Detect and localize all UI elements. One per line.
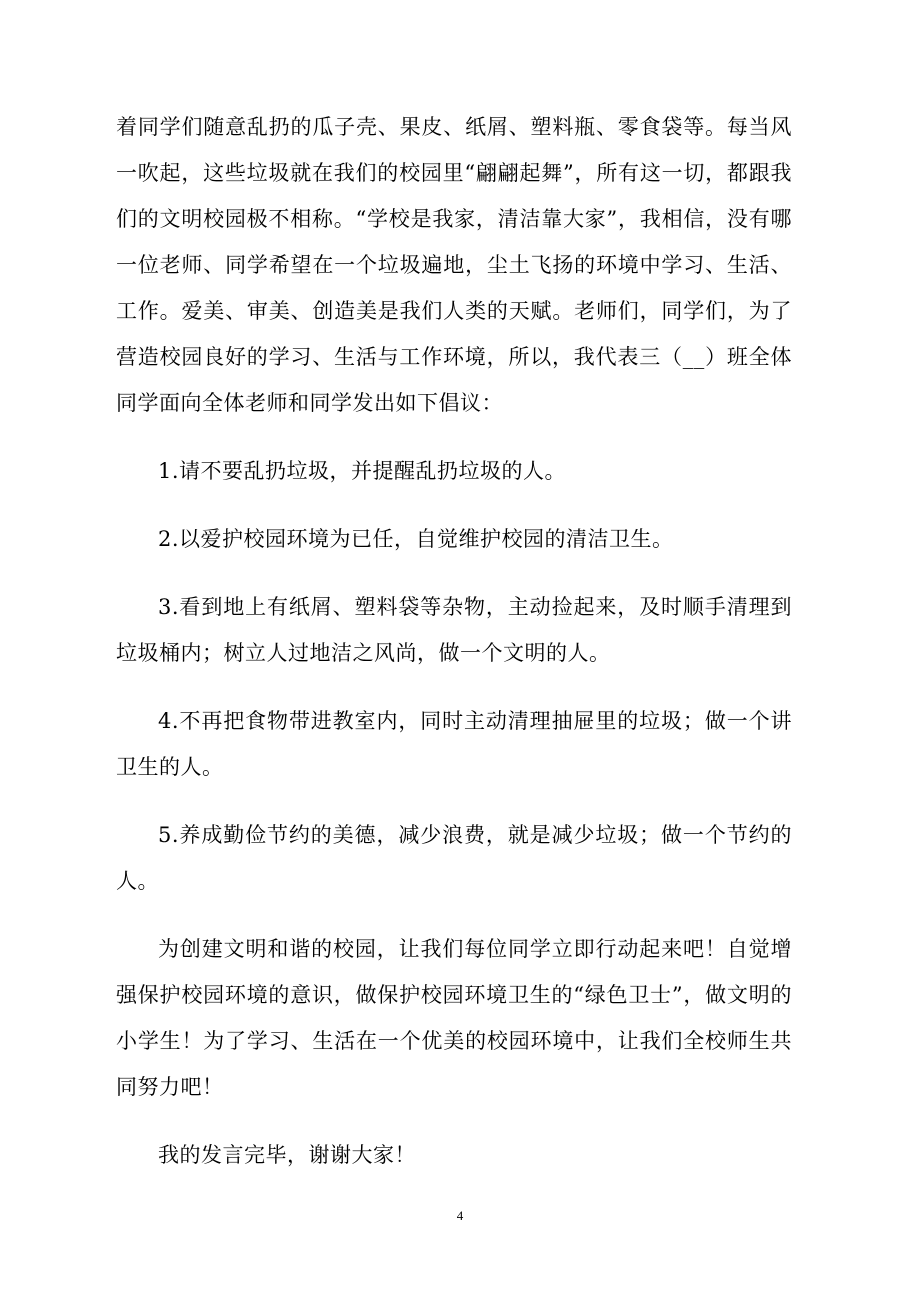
paragraph-continued: 着同学们随意乱扔的瓜子壳、果皮、纸屑、塑料瓶、零食袋等。每当风一吹起，这些垃圾就在我们的校园里“翩翩起舞”，所有这一切，都跟我们的文明校园极不相称。“学校是我家，清洁靠大家”，我相信，没有哪一位老师、同学希望在一个垃圾遍地，尘土飞扬的环境中学习、生活、工作。爱美、审美、创造美是我们人类的天赋。老师们，同学们，为了营造校园良好的学习、生活与工作环境，所以，我代表三（__）班全体同学面向全体老师和同学发出如下倡议： xyxy=(116,115,792,415)
proposal-item-2: 2.以爱护校园环境为已任，自觉维护校园的清洁卫生。 xyxy=(158,527,674,551)
proposal-item-4: 4.不再把食物带进教室内，同时主动清理抽屉里的垃圾；做一个讲卫生的人。 xyxy=(116,709,792,779)
page-number: 4 xyxy=(456,1208,464,1223)
final-remark: 我的发言完毕，谢谢大家！ xyxy=(158,1143,416,1167)
proposal-item-5: 5.养成勤俭节约的美德，减少浪费，就是减少垃圾；做一个节约的人。 xyxy=(116,823,792,893)
proposal-item-3: 3.看到地上有纸屑、塑料袋等杂物，主动捡起来，及时顺手清理到垃圾桶内；树立人过地洁之风尚，做一个文明的人。 xyxy=(116,595,792,665)
proposal-item-1: 1.请不要乱扔垃圾，并提醒乱扔垃圾的人。 xyxy=(158,459,567,483)
closing-paragraph: 为创建文明和谐的校园，让我们每位同学立即行动起来吧！自觉增强保护校园环境的意识，做保护校园环境卫生的“绿色卫士”，做文明的小学生！为了学习、生活在一个优美的校园环境中，让我们全校师生共同努力吧！ xyxy=(116,937,792,1099)
document-body xyxy=(116,104,792,1178)
